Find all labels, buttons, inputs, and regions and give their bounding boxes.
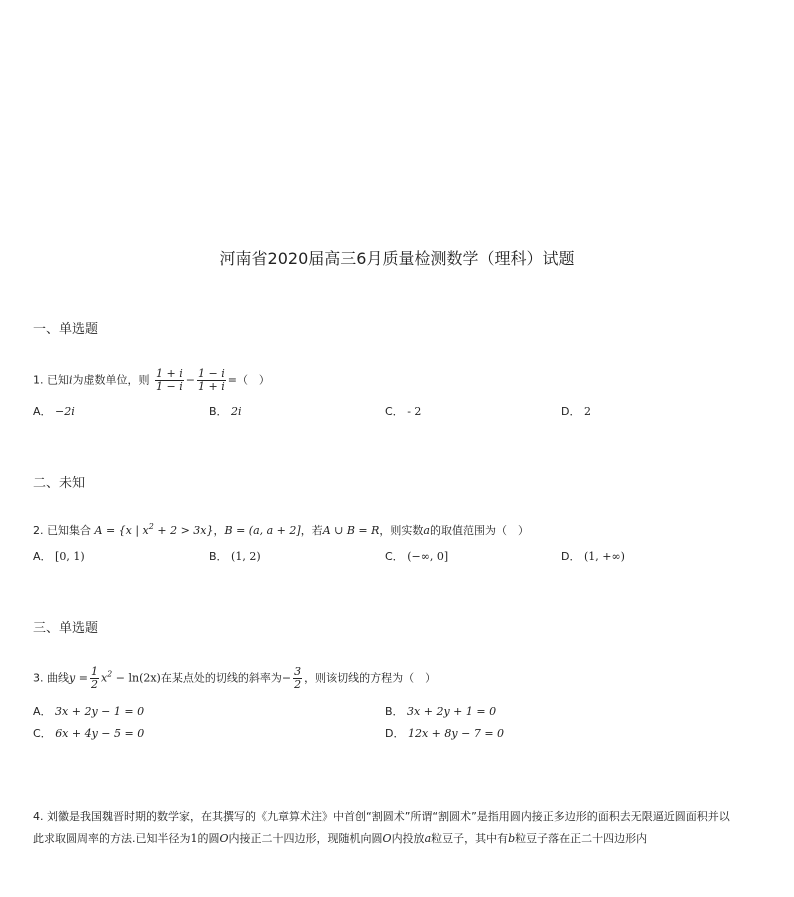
q1-minus: −: [185, 373, 195, 387]
q1-middle: 为虚数单位，则: [72, 373, 150, 387]
q1-frac2-den: 1 + i: [197, 380, 225, 393]
q2-set-b: B = (a, a + 2]: [224, 524, 301, 537]
q2-set-a: A = {x | x: [94, 524, 149, 537]
option-label: B．: [209, 550, 228, 563]
q1-i: i: [69, 373, 73, 387]
q4-text: 内投放: [391, 832, 425, 845]
option-value: 3x + 2y + 1 = 0: [407, 705, 497, 718]
option-label: C．: [385, 405, 404, 418]
q3-ln: − ln(2x): [112, 671, 161, 685]
q4-text: 粒豆子，其中有: [431, 832, 509, 845]
option-label: B．: [385, 705, 404, 718]
q2-option-c[interactable]: [385, 548, 448, 564]
q1-fraction-2: [197, 368, 226, 393]
option-label: A．: [33, 550, 52, 563]
q2-middle: ，则实数: [379, 524, 424, 537]
option-label: C．: [385, 550, 404, 563]
q3-slope-den: 2: [294, 678, 302, 691]
option-value: 12x + 8y − 7 = 0: [407, 727, 505, 740]
option-label: D．: [561, 550, 581, 563]
q4-line-2: [33, 828, 753, 850]
q2-prefix: 2. 已知集合: [33, 524, 91, 537]
q3-y-eq: y =: [69, 671, 88, 685]
q1-frac1-num: 1 + i: [156, 367, 183, 380]
q4-circle-o: O: [219, 832, 229, 845]
option-label: D．: [385, 727, 405, 740]
q2-option-a[interactable]: [33, 548, 85, 564]
page-title: 河南省2020届高三6月质量检测数学（理科）试题: [219, 249, 575, 268]
section-heading-3: 三、单选题: [33, 621, 99, 636]
question-1-stem: [33, 368, 270, 393]
option-value: (1, 2): [231, 550, 261, 563]
q2-comma-1: ，: [213, 524, 225, 537]
q4-text: 的圆: [197, 832, 220, 845]
q4-circle-o: O: [382, 832, 392, 845]
q3-option-b[interactable]: [385, 703, 496, 719]
q3-middle: 在某点处的切线的斜率为: [160, 671, 282, 685]
option-label: D．: [561, 405, 581, 418]
q2-option-d[interactable]: [561, 548, 625, 564]
option-value: 6x + 4y − 5 = 0: [55, 727, 145, 740]
question-4-stem: [33, 806, 753, 850]
q3-option-a[interactable]: [33, 703, 144, 719]
q4-radius: 1: [190, 832, 198, 845]
q4-b: b: [508, 832, 516, 845]
q3-half-den: 2: [90, 678, 98, 691]
q3-minus: −: [281, 671, 292, 685]
q2-set-a-tail: + 2 > 3x}: [153, 524, 214, 537]
q1-fraction-1: [155, 368, 184, 393]
q3-option-c[interactable]: [33, 725, 144, 741]
q4-line-1: 4. 刘徽是我国魏晋时期的数学家，在其撰写的《九章算术注》中首创“割圆术”所谓“割圆术”是指用圆内接正多边形的面积去无限逼近圆面积并以: [33, 810, 730, 823]
q3-slope: [293, 666, 302, 691]
q4-text: 此求取圆周率的方法.已知半径为: [33, 832, 191, 845]
q2-set-a-exponent: 2: [148, 522, 154, 531]
option-value: - 2: [407, 405, 422, 418]
q3-half: [90, 666, 99, 691]
option-value: 2: [583, 405, 591, 418]
option-value: 3x + 2y − 1 = 0: [55, 705, 145, 718]
option-label: B．: [209, 405, 228, 418]
q3-x: x: [100, 671, 108, 685]
question-3-stem: [33, 666, 436, 691]
option-label: C．: [33, 727, 52, 740]
option-value: (1, +∞): [583, 550, 625, 563]
q1-frac1-den: 1 − i: [156, 380, 183, 393]
q1-option-b[interactable]: [209, 403, 242, 419]
q2-a: a: [423, 524, 430, 537]
question-2-stem: [33, 522, 529, 538]
q3-tail: ，则该切线的方程为（ ）: [304, 671, 437, 685]
q1-paren: （ ）: [236, 373, 270, 387]
q1-equals: =: [227, 373, 237, 387]
q1-frac2-num: 1 − i: [197, 367, 225, 380]
option-value: −2i: [55, 405, 75, 418]
q3-option-d[interactable]: [385, 725, 504, 741]
section-heading-1: 一、单选题: [33, 322, 99, 337]
q2-tail: 的取值范围为（ ）: [429, 524, 529, 537]
q2-union: A ∪ B = R: [322, 524, 380, 537]
q1-prefix: 1. 已知: [33, 373, 69, 387]
q1-option-c[interactable]: [385, 403, 421, 419]
section-heading-2: 二、未知: [33, 476, 86, 491]
q3-slope-num: 3: [294, 665, 302, 678]
q4-text: 粒豆子落在正二十四边形内: [515, 832, 648, 845]
q1-option-a[interactable]: [33, 403, 75, 419]
option-value: [0, 1): [55, 550, 85, 563]
q3-x-exponent: 2: [107, 669, 113, 679]
q3-half-num: 1: [90, 665, 98, 678]
option-value: 2i: [231, 405, 242, 418]
q1-option-d[interactable]: [561, 403, 591, 419]
q4-a: a: [424, 832, 432, 845]
q4-text: 内接正二十四边形，现随机向圆: [228, 832, 383, 845]
option-label: A．: [33, 405, 52, 418]
q3-prefix: 3. 曲线: [33, 671, 69, 685]
q2-option-b[interactable]: [209, 548, 261, 564]
option-value: (−∞, 0]: [407, 550, 449, 563]
option-label: A．: [33, 705, 52, 718]
q2-comma-2: ，若: [300, 524, 323, 537]
